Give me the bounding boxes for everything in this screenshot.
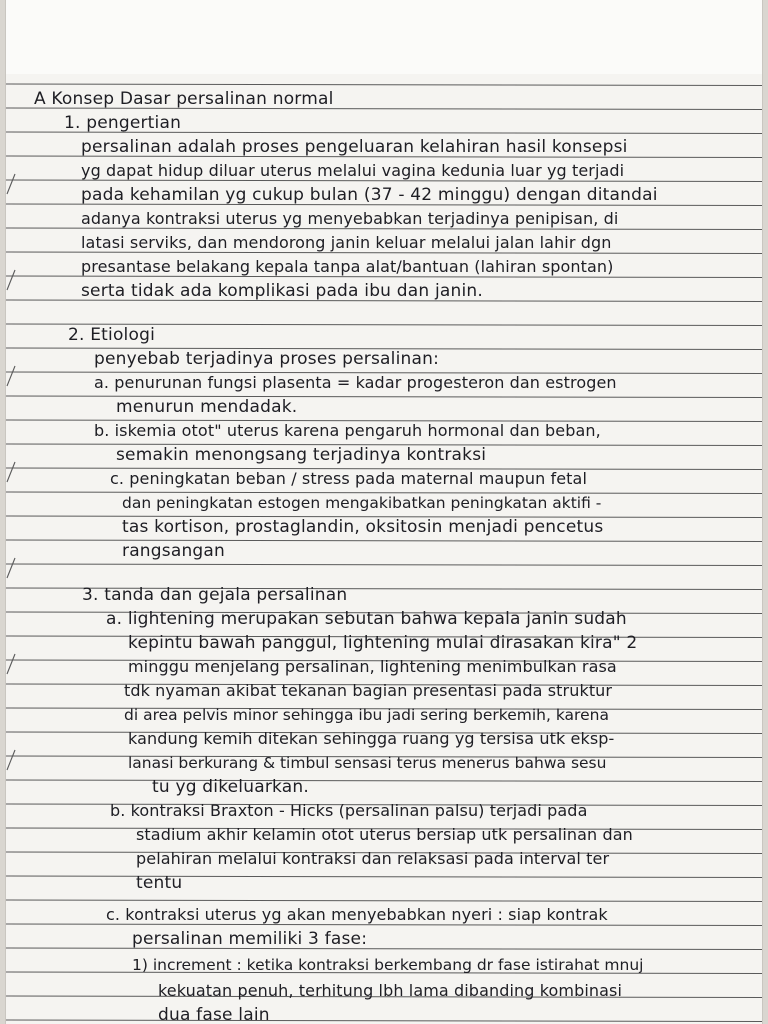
section-2-title: 2. Etiologi (68, 325, 155, 345)
s2-line-7: tas kortison, prostaglandin, oksitosin menjadi pencetus (122, 517, 604, 537)
margin-tick (7, 174, 15, 194)
s3-line-5: di area pelvis minor sehingga ibu jadi sering berkemih, karena (124, 706, 609, 724)
s2-line-5: c. peningkatan beban / stress pada maternal maupun fetal (110, 469, 587, 488)
rule-line (6, 876, 762, 878)
s2-line-2: menurun mendadak. (116, 397, 298, 417)
s3-line-3: minggu menjelang persalinan, lightening menimbulkan rasa (128, 657, 617, 676)
s3-line-10: stadium akhir kelamin otot uterus bersiap utk persalinan dan (136, 825, 633, 844)
rule-line (6, 780, 762, 782)
margin-tick (7, 750, 15, 770)
s3-line-7: lanasi berkurang & timbul sensasi terus menerus bahwa sesu (128, 754, 607, 772)
rule-line (6, 900, 762, 902)
section-1-title: 1. pengertian (64, 113, 182, 133)
s1-line-6: presantase belakang kepala tanpa alat/bantuan (lahiran spontan) (81, 257, 614, 276)
s3-line-8: tu yg dikeluarkan. (152, 777, 309, 797)
margin-tick (7, 654, 15, 674)
s2-line-4: semakin menongsang terjadinya kontraksi (116, 445, 487, 465)
s3-line-9: b. kontraksi Braxton - Hicks (persalinan palsu) terjadi pada (110, 801, 588, 820)
s1-line-4: adanya kontraksi uterus yg menyebabkan terjadinya penipisan, di (81, 209, 619, 228)
s2-line-6: dan peningkatan estogen mengakibatkan peningkatan aktifi - (122, 494, 602, 512)
s1-line-2: yg dapat hidup diluar uterus melalui vagina kedunia luar yg terjadi (81, 161, 625, 180)
s1-line-1: persalinan adalah proses pengeluaran kelahiran hasil konsepsi (81, 137, 628, 157)
margin-tick (7, 558, 15, 578)
margin-tick (7, 462, 15, 482)
s2-line-1: a. penurunan fungsi plasenta = kadar progesteron dan estrogen (94, 373, 617, 392)
s1-line-5: latasi serviks, dan mendorong janin keluar melalui jalan lahir dgn (81, 233, 612, 252)
s3-line-13: c. kontraksi uterus yg akan menyebabkan nyeri : siap kontrak (106, 905, 608, 924)
s3-line-16: kekuatan penuh, terhitung lbh lama dibanding kombinasi (158, 981, 622, 1000)
s1-line-3: pada kehamilan yg cukup bulan (37 - 42 minggu) dengan ditandai (81, 185, 658, 205)
s3-line-11: pelahiran melalui kontraksi dan relaksasi pada interval ter (136, 849, 610, 868)
s3-line-4: tdk nyaman akibat tekanan bagian presentasi pada struktur (124, 681, 613, 700)
s2-line-8: rangsangan (122, 541, 226, 561)
s3-line-2: kepintu bawah panggul, lightening mulai dirasakan kira" 2 (128, 633, 638, 653)
rule-line (6, 948, 762, 950)
s3-line-6: kandung kemih ditekan sehingga ruang yg tersisa utk eksp- (128, 729, 615, 748)
margin-tick (7, 270, 15, 290)
s3-line-15: 1) increment : ketika kontraksi berkembang dr fase istirahat mnuj (132, 956, 644, 974)
margin-tick (7, 366, 15, 386)
rule-line (6, 84, 762, 86)
s3-line-17: dua fase lain (158, 1005, 270, 1024)
s3-line-14: persalinan memiliki 3 fase: (132, 929, 368, 949)
s2-intro: penyebab terjadinya proses persalinan: (94, 349, 440, 369)
rule-line (6, 1020, 762, 1022)
section-3-title: 3. tanda dan gejala persalinan (82, 585, 348, 605)
notebook-page (6, 0, 762, 1024)
s2-line-3: b. iskemia otot" uterus karena pengaruh hormonal dan beban, (94, 421, 601, 440)
s3-line-12: tentu (136, 873, 183, 893)
page-heading: A Konsep Dasar persalinan normal (34, 89, 334, 109)
s1-line-7: serta tidak ada komplikasi pada ibu dan janin. (81, 281, 483, 301)
rule-line (6, 564, 762, 566)
rule-line (6, 540, 762, 542)
s3-line-1: a. lightening merupakan sebutan bahwa kepala janin sudah (106, 609, 627, 629)
